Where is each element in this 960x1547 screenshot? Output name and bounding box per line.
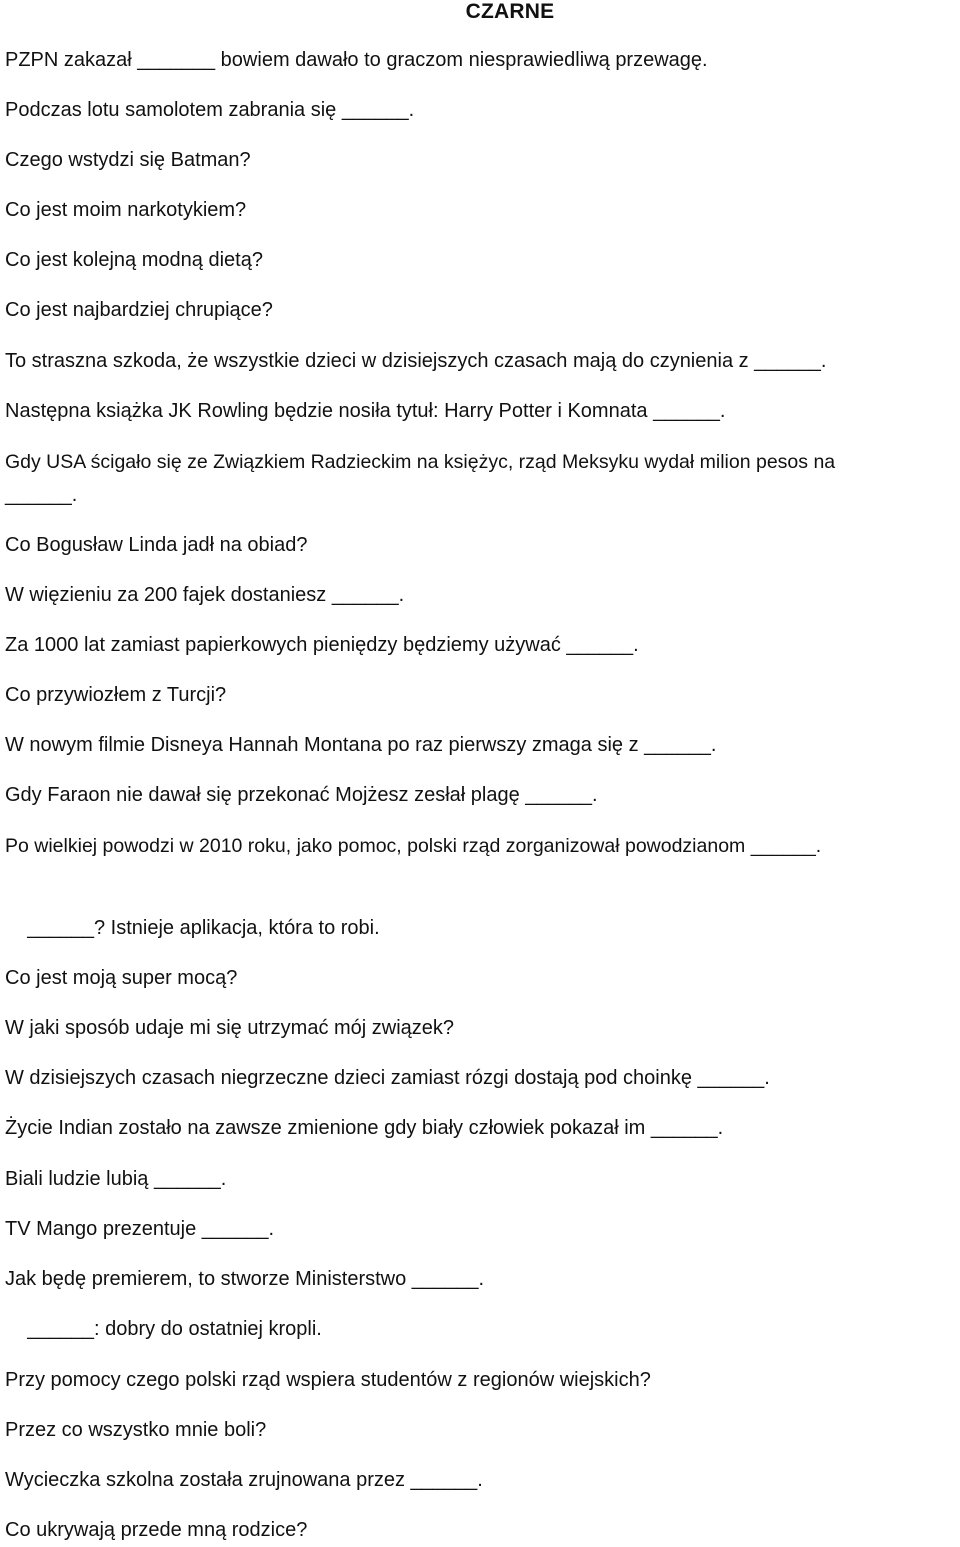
prompt-line: To straszna szkoda, że wszystkie dzieci w dzisiejszych czasach mają do czynienia z ______. [5, 350, 827, 372]
prompt-line: Co ukrywają przede mną rodzice? [5, 1519, 308, 1541]
prompt-line: Podczas lotu samolotem zabrania się ______. [5, 99, 415, 121]
prompt-line: W więzieniu za 200 fajek dostaniesz ______. [5, 584, 405, 606]
prompt-line: Przy pomocy czego polski rząd wspiera studentów z regionów wiejskich? [5, 1369, 651, 1391]
prompt-line-continuation: ______. [5, 484, 78, 506]
prompt-line: W nowym filmie Disneya Hannah Montana po raz pierwszy zmaga się z ______. [5, 734, 717, 756]
prompt-line: Biali ludzie lubią ______. [5, 1168, 227, 1190]
prompt-line: Gdy Faraon nie dawał się przekonać Mojżesz zesłał plagę ______. [5, 784, 598, 806]
prompt-line: Co jest najbardziej chrupiące? [5, 299, 273, 321]
prompt-line: Następna książka JK Rowling będzie nosiła tytuł: Harry Potter i Komnata ______. [5, 400, 726, 422]
prompt-line: ______: dobry do ostatniej kropli. [5, 1318, 322, 1340]
prompt-line: Życie Indian zostało na zawsze zmienione gdy biały człowiek pokazał im ______. [5, 1117, 724, 1139]
prompt-line: Czego wstydzi się Batman? [5, 149, 251, 171]
prompt-line: Gdy USA ścigało się ze Związkiem Radzieckim na księżyc, rząd Meksyku wydał milion pesos na [5, 451, 836, 473]
prompt-line: Jak będę premierem, to stworze Ministerstwo ______. [5, 1268, 485, 1290]
prompt-line: Po wielkiej powodzi w 2010 roku, jako pomoc, polski rząd zorganizował powodzianom ______. [5, 835, 822, 857]
prompt-line: Przez co wszystko mnie boli? [5, 1419, 267, 1441]
prompt-line: Co przywiozłem z Turcji? [5, 684, 227, 706]
prompt-line: Co Bogusław Linda jadł na obiad? [5, 534, 308, 556]
prompt-line: W jaki sposób udaje mi się utrzymać mój związek? [5, 1017, 455, 1039]
prompt-line: TV Mango prezentuje ______. [5, 1218, 275, 1240]
prompt-line: W dzisiejszych czasach niegrzeczne dzieci zamiast rózgi dostają pod choinkę ______. [5, 1067, 770, 1089]
prompt-line: Co jest moją super mocą? [5, 967, 238, 989]
prompt-line: Co jest kolejną modną dietą? [5, 249, 263, 271]
prompt-line: Wycieczka szkolna została zrujnowana przez ______. [5, 1469, 483, 1491]
prompt-line: PZPN zakazał _______ bowiem dawało to graczom niesprawiedliwą przewagę. [5, 49, 708, 71]
prompt-line: Co jest moim narkotykiem? [5, 199, 247, 221]
prompt-line: Za 1000 lat zamiast papierkowych pieniędzy będziemy używać ______. [5, 634, 639, 656]
prompt-line: ______? Istnieje aplikacja, która to robi. [5, 917, 380, 939]
page-title: CZARNE [465, 0, 555, 23]
